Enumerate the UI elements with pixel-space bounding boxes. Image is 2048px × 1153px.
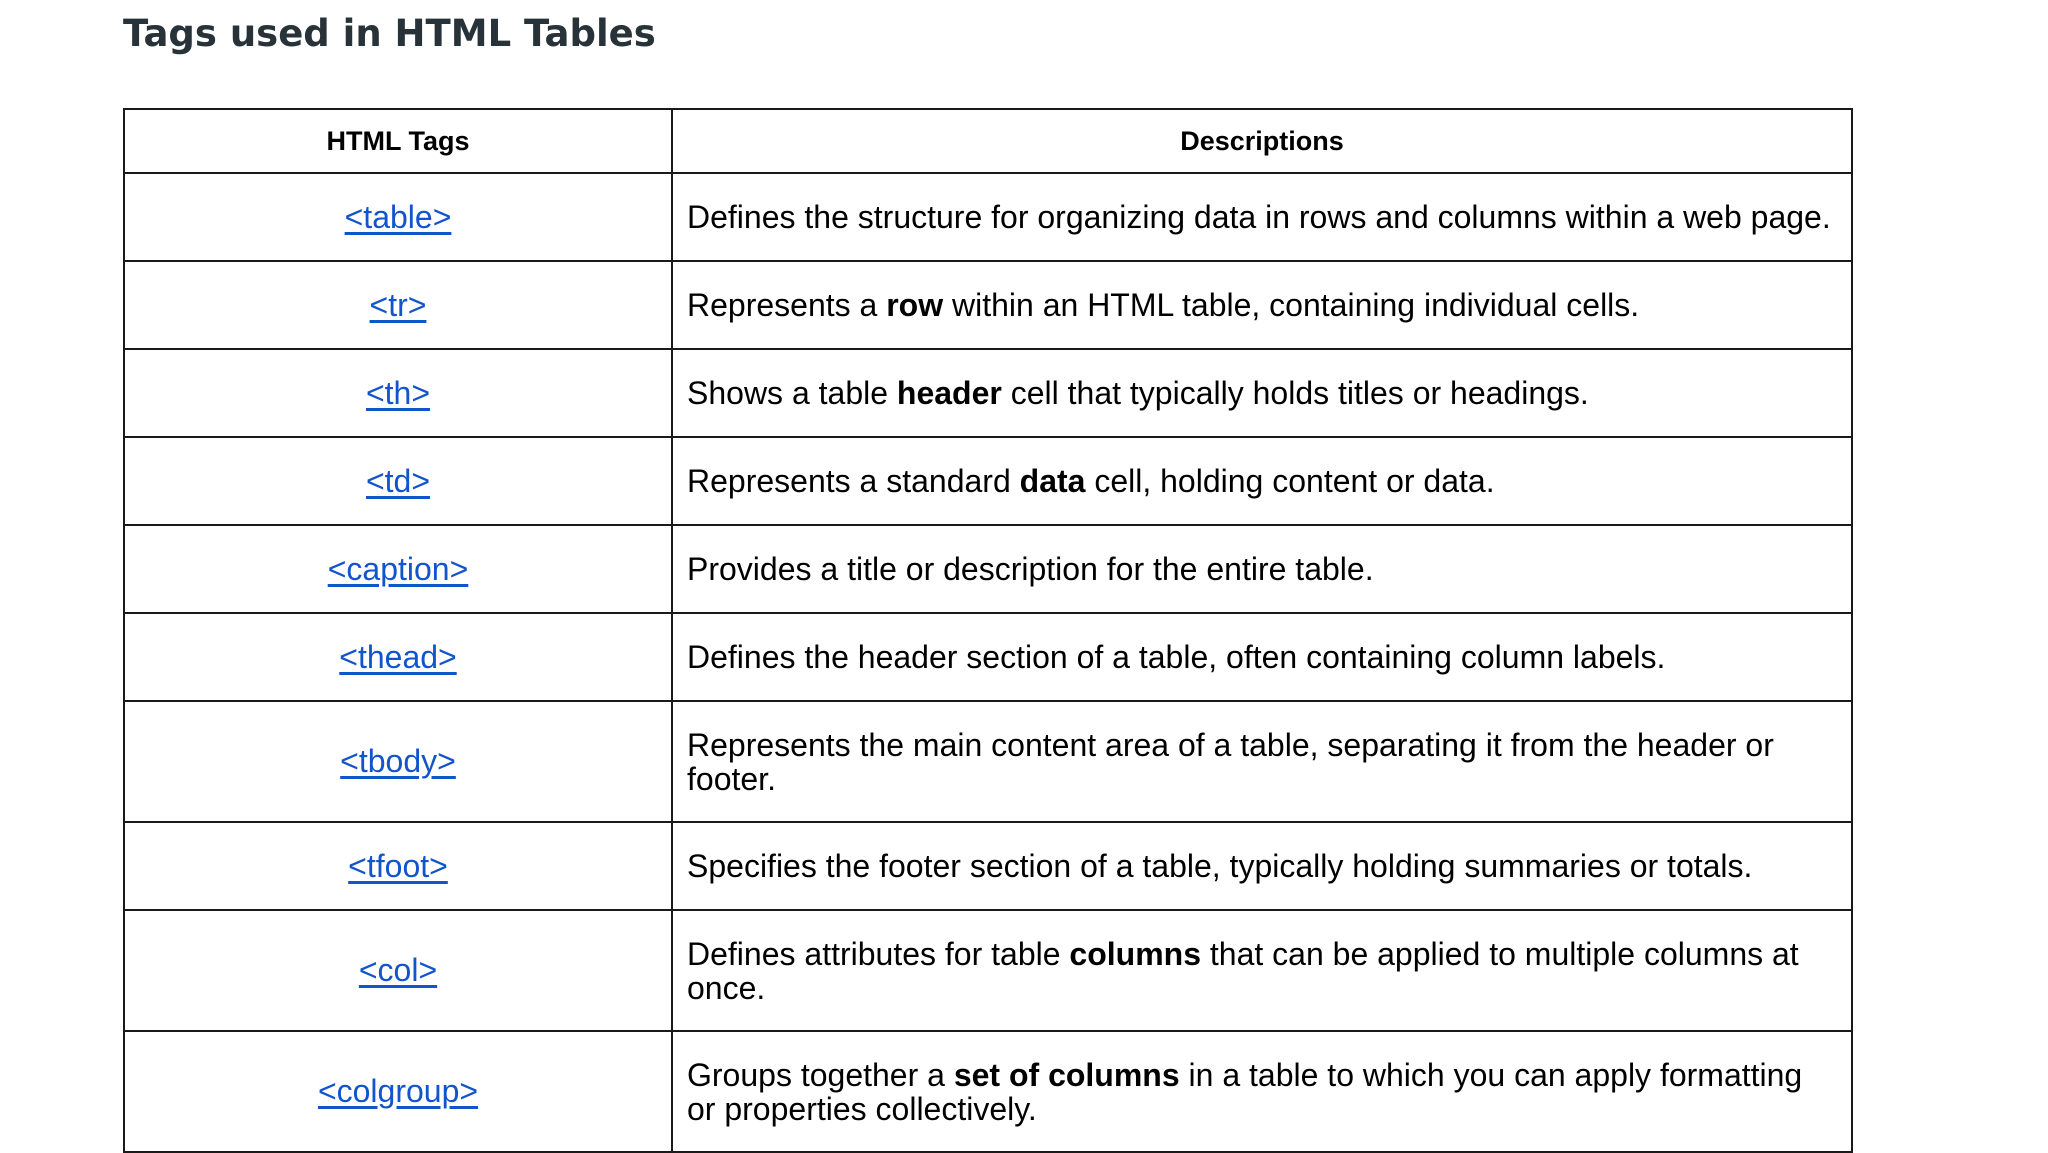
tag-cell	[124, 701, 672, 822]
description-text: Represents a	[687, 287, 887, 323]
tag-link[interactable]: <tr>	[369, 286, 427, 323]
tag-link[interactable]: <tfoot>	[348, 847, 448, 884]
header-row	[124, 109, 1852, 173]
tag-cell	[124, 261, 672, 349]
html-tags-table	[123, 108, 1853, 1153]
table-row	[124, 261, 1852, 349]
tag-link[interactable]: <table>	[344, 198, 452, 235]
description-text: Defines attributes for table	[687, 935, 1070, 972]
table-row	[124, 349, 1852, 437]
description-cell	[672, 261, 1852, 349]
table-row	[124, 173, 1852, 261]
table-row	[124, 910, 1852, 1031]
description-cell	[672, 437, 1852, 525]
column-header-html-tags: HTML Tags	[124, 109, 672, 173]
description-text: in a table to which you can apply formatting or properties collectively.	[687, 1056, 1803, 1127]
description-cell	[672, 525, 1852, 613]
description-text: Groups together a	[687, 1056, 954, 1093]
column-header-descriptions: Descriptions	[672, 109, 1852, 173]
description-cell	[672, 613, 1852, 701]
description-text: Provides a title or description for the entire table.	[687, 551, 1374, 587]
tag-link[interactable]: <caption>	[327, 550, 469, 587]
tag-link[interactable]: <td>	[365, 462, 431, 499]
description-bold-text: columns	[1069, 935, 1201, 972]
tag-link[interactable]: <colgroup>	[317, 1073, 479, 1109]
tag-link[interactable]: <col>	[358, 952, 438, 988]
tag-cell	[124, 437, 672, 525]
table-body	[124, 173, 1852, 1152]
description-text: Represents the main content area of a table, separating it from the header or footer.	[687, 726, 1774, 797]
page-title: Tags used in HTML Tables	[123, 12, 656, 55]
description-text: Shows a table	[687, 375, 897, 411]
description-cell	[672, 701, 1852, 822]
description-cell	[672, 349, 1852, 437]
table-row	[124, 1031, 1852, 1152]
tag-link[interactable]: <thead>	[339, 638, 457, 675]
tag-link[interactable]: <th>	[365, 374, 431, 411]
tag-cell	[124, 1031, 672, 1152]
tag-cell	[124, 613, 672, 701]
table-row	[124, 613, 1852, 701]
description-text: cell, holding content or data.	[1085, 463, 1495, 499]
description-cell	[672, 910, 1852, 1031]
description-cell	[672, 173, 1852, 261]
table-row	[124, 822, 1852, 910]
tag-cell	[124, 349, 672, 437]
description-bold-text: set of columns	[953, 1056, 1180, 1093]
description-text: Defines the structure for organizing data in rows and columns within a web page.	[687, 199, 1831, 235]
description-text: Represents a standard	[687, 463, 1020, 499]
tag-cell	[124, 525, 672, 613]
description-bold-text: row	[886, 287, 944, 323]
description-bold-text: data	[1019, 463, 1086, 499]
tag-cell	[124, 910, 672, 1031]
tag-cell	[124, 822, 672, 910]
description-cell	[672, 1031, 1852, 1152]
description-cell	[672, 822, 1852, 910]
table-row	[124, 437, 1852, 525]
table-header	[124, 109, 1852, 173]
description-text: Defines the header section of a table, often containing column labels.	[687, 639, 1666, 675]
description-text: within an HTML table, containing individual cells.	[943, 287, 1640, 323]
tag-cell	[124, 173, 672, 261]
description-text: Specifies the footer section of a table, typically holding summaries or totals.	[687, 848, 1753, 884]
description-text: cell that typically holds titles or headings.	[1001, 375, 1589, 411]
table-row	[124, 701, 1852, 822]
description-text: that can be applied to multiple columns at once.	[687, 935, 1799, 1006]
table-row	[124, 525, 1852, 613]
tag-link[interactable]: <tbody>	[340, 743, 456, 779]
description-bold-text: header	[896, 375, 1002, 411]
